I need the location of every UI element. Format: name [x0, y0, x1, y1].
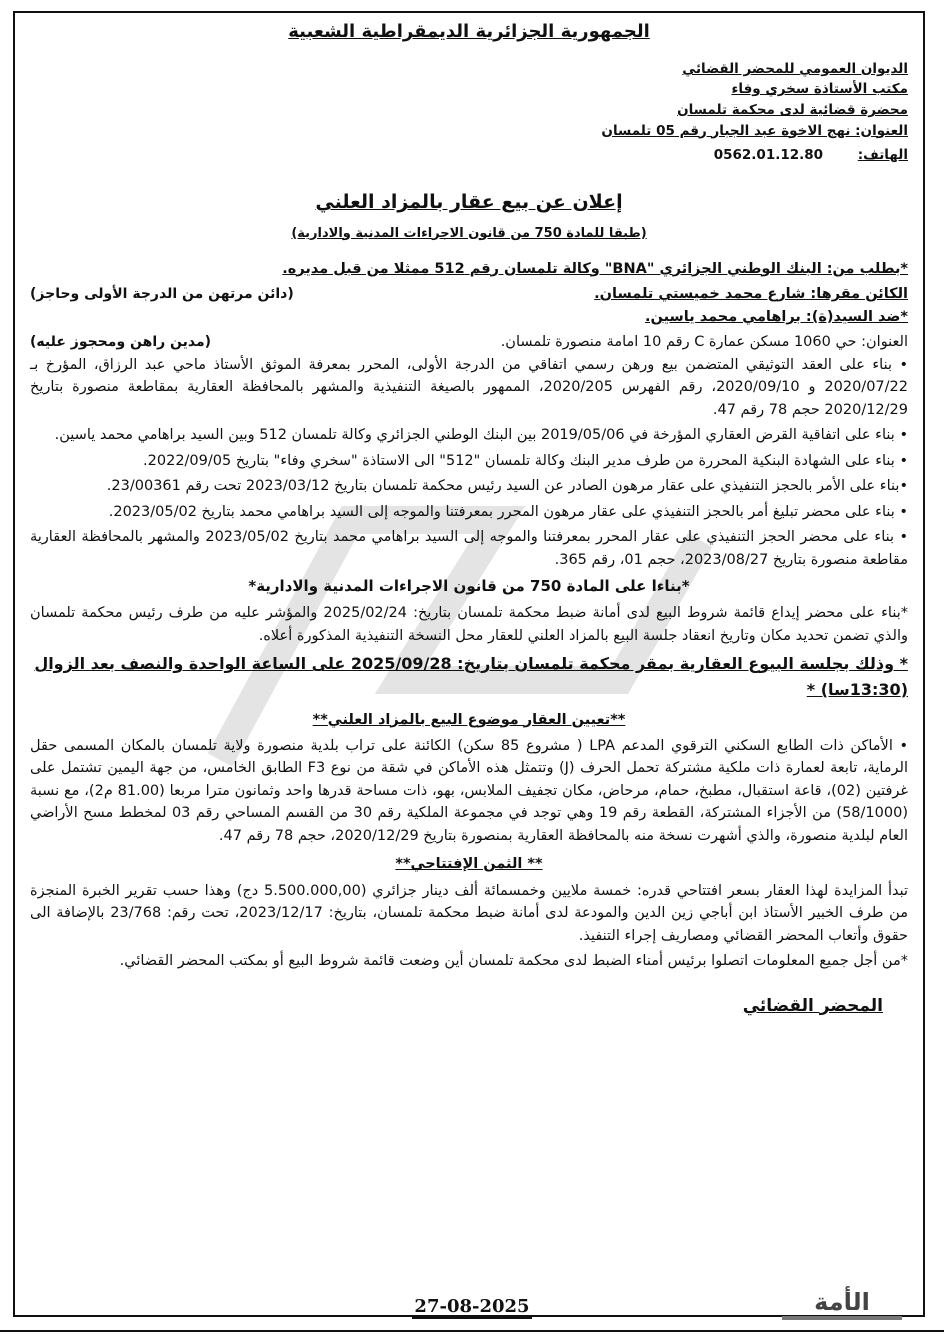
applicant-address-row	[30, 283, 908, 306]
recital-paragraph: • بناء على اتفاقية القرض العقاري المؤرخة في 2019/05/06 بين البنك الوطني الجزائري وكالة تلمسان 512 وبين السيد براهامي محمد ياسين.	[54, 427, 908, 444]
recital-paragraph: • بناء على الشهادة البنكية المحررة من طرف مدير البنك وكالة تلمسان "512" الى الاستاذة "سخري وفاء" بتاريخ 2022/09/05.	[143, 452, 908, 469]
publication-date-text: 27-08-2025	[414, 1296, 530, 1317]
debtor-role: (مدين راهن ومحجوز عليه)	[30, 334, 212, 351]
bottom-rule	[0, 1330, 944, 1332]
price-heading: ** الثمن الإفتتاحي**	[395, 856, 543, 873]
debtor-row	[30, 331, 908, 354]
session-line: * وذلك بجلسة البيوع العقارية بمقر محكمة تلمسان بتاريخ: 2025/09/28 على الساعة الواحدة والنصف بعد الزوال (13:30سا) *	[34, 654, 908, 699]
signature: المحضر القضائي	[742, 995, 883, 1016]
office-address: العنوان: نهج الاخوة عبد الجبار رقم 05 تلمسان	[601, 122, 908, 139]
article-line: *بناءا على المادة 750 من قانون الاجراءات المدنية والادارية*	[248, 577, 690, 596]
debtor-address: العنوان: حي 1060 مسكن عمارة C رقم 10 امامة منصورة تلمسان.	[500, 334, 908, 351]
against-line: *ضد السيد(ة): براهامي محمد ياسين.	[645, 308, 908, 325]
applicant-role: (دائن مرتهن من الدرجة الأولى وحاجز)	[30, 286, 294, 303]
applicant-line: *بطلب من: البنك الوطني الجزائري "BNA" وكالة تلمسان رقم 512 ممثلا من قبل مديره.	[282, 260, 908, 277]
recital-paragraph: •بناء على الأمر بالحجز التنفيذي على عقار مرهون الصادر عن السيد رئيس محكمة تلمسان بتاريخ 2023/03/12 تحت رقم 23/00361.	[106, 478, 908, 495]
logo-underline	[782, 1316, 902, 1320]
deposit-paragraph: *بناء على محضر إيداع قائمة شروط البيع لدى أمانة ضبط محكمة تلمسان بتاريخ: 2025/02/24 والمؤشر عليه من طرف رئيس محكمة تلمسان والذي تضمن تحديد مكان وتاريخ انعقاد جلسة البيع بالمزاد العلني للعقار محل النسخة التنفيذية المذكورة أعلاه.	[30, 605, 908, 644]
office-name: الديوان العمومي للمحضر القضائي	[682, 60, 908, 77]
recital-paragraph: • بناء على محضر تبليغ أمر بالحجز التنفيذي على عقار مرهون المحرر بمعرفتنا والموجه إلى السيد براهامي محمد بتاريخ 2023/05/02.	[108, 503, 908, 520]
firm-name: مكتب الأستاذة سخري وفاء	[731, 81, 908, 98]
price-paragraph: تبدأ المزايدة لهذا العقار بسعر افتتاحي قدره: خمسة ملايين وخمسمائة ألف دينار جزائري (5.500.000,00 دج) وهذا حسب تقرير الخبرة المنجزة من طرف الخبير الأستاذ ابن أباجي زين الدين والمودعة لدى أمانة ضبط محكمة تلمسان، بتاريخ: 2023/12/17، تحت رقم: 23/768 بالإضافة الى حقوق وأتعاب المحضر القضائي ومصاريف إجراء التنفيذ.	[30, 882, 908, 944]
phone-number: 0562.01.12.80	[713, 147, 824, 164]
announcement-title: إعلان عن بيع عقار بالمزاد العلني	[315, 191, 623, 214]
newspaper-logo	[782, 1290, 902, 1324]
applicant-address: الكائن مقرها: شارع محمد خميستي تلمسان.	[594, 286, 908, 303]
announcement-subtitle: (طبقا للمادة 750 من قانون الاجراءات المدنية والادارية)	[291, 225, 647, 241]
property-paragraph: • الأماكن ذات الطابع السكني الترقوي المدعم LPA ( مشروع 85 سكن) الكائنة على تراب بلدية منصورة ولاية تلمسان بالمكان المسمى حقل الرماية، تابعة لعمارة ذات ملكية مشتركة تحمل الحرف (J) وتتمثل هذه الأماكن في شقة من نوع F3 الطابق الخامس، من جهة اليمين تشتمل على غرفتين (02)، قاعة استقبال، مطبخ، حمام، مرحاض، مكان تجفيف الملابس، بهو، ذات مساحة قدرها واحد وثمانون مترا مربعا (81.00 م2)، مع نسبة (58/1000) من الأجزاء المشتركة، القطعة رقم 19 وهي توجد في مجموعة الملكية رقم 30 من القسم المساحي رقم 03 لمخطط مسح الأراضي العام لبلدية منصورة، والذي أشهرت نسخة منه بالمحافظة العقارية بمنصورة بتاريخ 2020/12/29، حجم 78 رقم 47.	[30, 738, 908, 844]
property-heading: **تعيين العقار موضوع البيع بالمزاد العلني**	[312, 711, 626, 728]
phone-label: الهاتف:	[857, 147, 908, 164]
republic-heading: الجمهورية الجزائرية الديمقراطية الشعبية	[288, 21, 650, 42]
phone-row	[30, 145, 908, 166]
announcement-document	[30, 16, 908, 1019]
newspaper-logo-text: الأمة	[814, 1288, 870, 1316]
recital-paragraph: • بناء على العقد التوثيقي المتضمن بيع ورهن رسمي اتفاقي من الدرجة الأولى، المحرر بمعرفة الموثق الأستاذ ماحي عبد الرزاق، المؤرخ بـ 2020/07/22 و 2020/09/10، رقم الفهرس 2020/205، الممهور بالصيغة التنفيذية والمشهر بالمحافظة العقارية بمقاطعة منصورة بتاريخ 2020/12/29 حجم 78 رقم 47.	[30, 356, 908, 418]
info-paragraph: *من أجل جميع المعلومات اتصلوا برئيس أمناء الضبط لدى محكمة تلمسان أين وضعت قائمة شروط البيع أو بمكتب المحضر القضائي.	[119, 953, 908, 970]
recital-paragraph: • بناء على محضر الحجز التنفيذي على عقار المحرر بمعرفتنا والموجه إلى السيد براهامي محمد بتاريخ 2023/05/02 والمشهر بالمحافظة العقارية مقاطعة منصورة بتاريخ 2023/08/27، حجم 01، رقم 365.	[30, 529, 908, 568]
court-name: محضرة قضائية لدى محكمة تلمسان	[677, 102, 908, 119]
